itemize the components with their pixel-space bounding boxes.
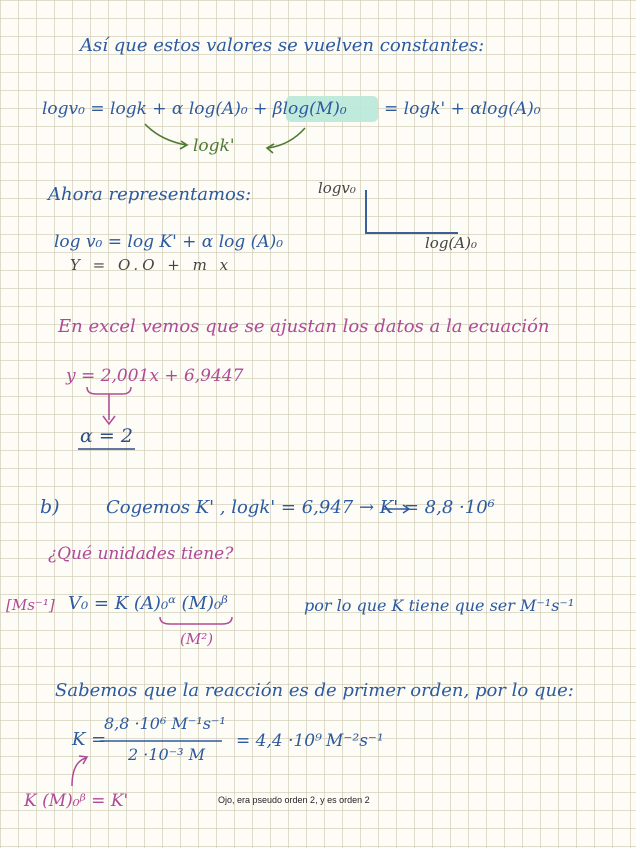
units-equation: V₀ = K (A)₀ᵅ (M)₀ᵝ — [68, 593, 228, 614]
units-conclusion: por lo que K tiene que ser M⁻¹s⁻¹ — [304, 596, 575, 615]
units-left: [Ms⁻¹] — [6, 596, 55, 614]
part-b-text: Cogemos K' , logk' = 6,947 → K' = 8,8 ·10⁶ — [106, 497, 495, 518]
footnote: Ojo, era pseudo orden 2, y es orden 2 — [218, 795, 370, 805]
ahora-heading: Ahora representamos: — [48, 184, 252, 205]
part-b-label: b) — [40, 496, 60, 518]
fit-equation: y = 2,001x + 6,9447 — [66, 366, 244, 386]
logk-prime-label: logk' — [193, 136, 235, 156]
heading-constants: Así que estos valores se vuelven constantes: — [80, 35, 485, 56]
graph-y-label: logv₀ — [318, 179, 356, 197]
k-result: = 4,4 ·10⁹ — [236, 731, 322, 751]
sabemos-text: Sabemos que la reacción es de primer orden, por lo que: — [55, 680, 574, 701]
units-bottom: (M²) — [180, 630, 214, 648]
graph-x-label: log(A)₀ — [425, 234, 477, 252]
log-equation-simplified: = logk' + αlog(A)₀ — [384, 99, 541, 119]
alpha-result: α = 2 — [80, 425, 133, 447]
excel-text: En excel vemos que se ajustan los datos a la ecuación — [58, 316, 550, 337]
kprime-definition: K (M)₀ᵝ = K' — [24, 791, 129, 811]
k-denominator: 2 ·10⁻³ M — [128, 745, 206, 764]
log-eq-form: log v₀ = log K' + α log (A)₀ — [54, 232, 284, 252]
log-equation: logv₀ = logk + α log(A)₀ + βlog(M)₀ — [42, 99, 347, 119]
units-question: ¿Qué unidades tiene? — [48, 544, 234, 564]
linear-form: Y = O.O + m x — [70, 256, 233, 274]
k-label: K = — [72, 729, 107, 750]
k-numerator: 8,8 ·10⁶ M⁻¹s⁻¹ — [104, 714, 226, 733]
k-units: M⁻²s⁻¹ — [326, 731, 384, 751]
